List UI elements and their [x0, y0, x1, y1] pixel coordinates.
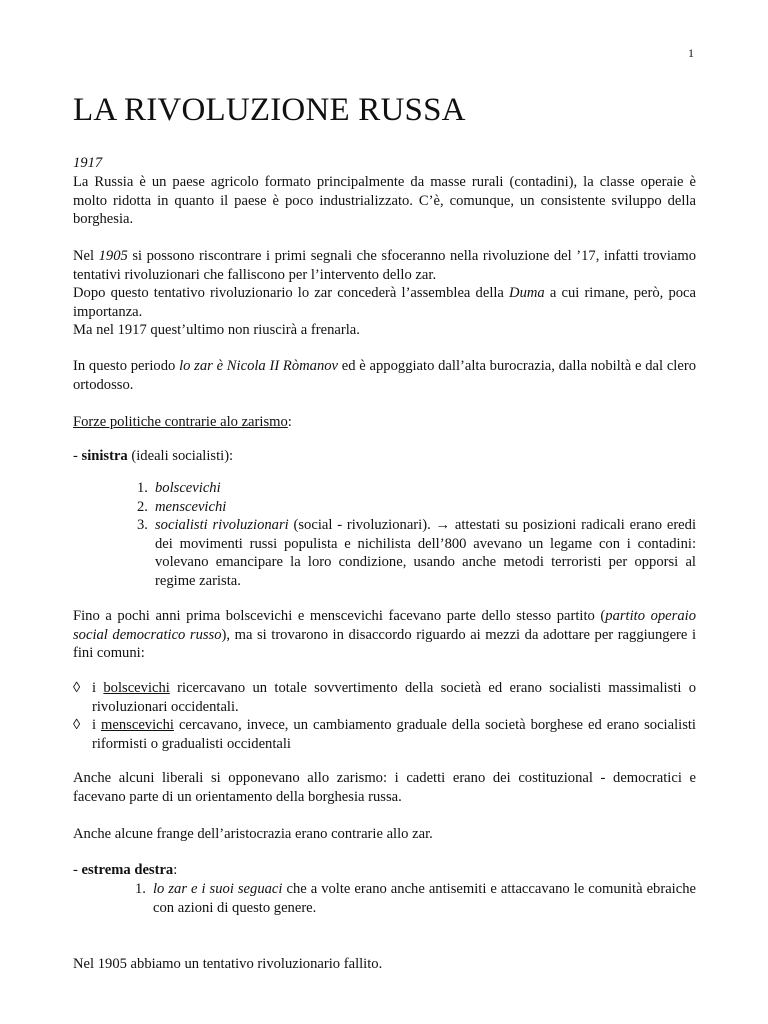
paragraph-1905-fallito: Nel 1905 abbiamo un tentativo rivoluzionario fallito. [73, 956, 383, 972]
paragraph-1917: Ma nel 1917 quest’ultimo non riuscirà a frenarla. [73, 322, 360, 338]
diamond-bullet-icon: ◊ [73, 717, 81, 734]
list-item: 3. socialisti rivoluzionari (social - rivoluzionari). → attestati su posizioni radicali erano eredi dei movimenti russi populista e nichilista dell’800 avevano un legame con i contadini: volevano emancipare la loro condizione, usando anche metodi terroristi per opporsi al regime zarista. [137, 517, 697, 589]
intro-paragraph: La Russia è un paese agricolo formato principalmente da masse rurali (contadini), la classe operaie è molto ridotta in quanto il paese è poco industrializzato. C’è, comunque, un consistente sviluppo della borghesia. [73, 174, 696, 228]
destra-heading: - estrema destra: [73, 862, 178, 878]
paragraph-zar: In questo periodo lo zar è Nicola II Ròmanov ed è appoggiato dall’alta burocrazia, dalla nobiltà e dal clero ortodosso. [73, 358, 696, 393]
zar-name: lo zar è Nicola II Ròmanov [179, 358, 339, 374]
list-item: 1. bolscevichi [137, 480, 221, 496]
year-heading [73, 154, 696, 173]
list-item: ◊ i menscevichi cercavano, invece, un cambiamento graduale della società borghese ed erano socialisti riformisti o gradualisti occidentali [73, 717, 696, 752]
paragraph-duma: Dopo questo tentativo rivoluzionario lo zar concederà l’assemblea della Duma a cui rimane, però, poca importanza. [73, 285, 697, 320]
list-item: 2. menscevichi [137, 498, 227, 515]
left-parties-list [137, 479, 696, 591]
right-parties-list [135, 880, 696, 917]
page-number: 1 [688, 46, 694, 60]
partito-name: partito operaio social democratico russo [73, 608, 696, 643]
paragraph-1905: Nel 1905 si possono riscontrare i primi segnali che sfoceranno nella rivoluzione del ’17, infatti troviamo tentativi rivoluzionari che falliscono per l’intervento dello zar. [73, 248, 696, 283]
diamond-bullet-icon: ◊ [73, 680, 81, 696]
forze-heading: Forze politiche contrarie alo zarismo: [73, 414, 292, 430]
year-heading-text: 1917 [73, 155, 103, 171]
paragraph-partito: Fino a pochi anni prima bolscevichi e menscevichi facevano parte dello stesso partito (partito operaio social democratico russo), ma si trovarono in disaccordo riguardo ai mezzi da adottare per raggiungere i fini comuni: [73, 608, 696, 662]
sinistra-label: sinistra [81, 448, 128, 464]
paragraph-aristocrazia: Anche alcune frange dell’aristocrazia erano contrarie allo zar. [73, 826, 433, 842]
forze-heading-label: Forze politiche contrarie alo zarismo [73, 414, 288, 430]
list-item: 1. lo zar e i suoi seguaci che a volte erano anche antisemiti e attaccavano le comunità ebraiche con azioni di questo genere. [135, 881, 696, 916]
factions-bullet-list [73, 679, 696, 753]
paragraph-liberali: Anche alcuni liberali si opponevano allo zarismo: i cadetti erano dei costituzional - democratici e facevano parte di un orientamento della borghesia russa. [73, 770, 696, 805]
year-1905: 1905 [98, 248, 128, 264]
destra-label: estrema destra [81, 862, 174, 878]
duma-term: Duma [509, 285, 545, 301]
sinistra-heading: - sinistra (ideali socialisti): [73, 448, 234, 464]
list-item: ◊ i bolscevichi ricercavano un totale sovvertimento della società ed erano socialisti massimalisti o rivoluzionari occidentali. [73, 680, 697, 715]
page-title: LA RIVOLUZIONE RUSSA [73, 92, 466, 128]
